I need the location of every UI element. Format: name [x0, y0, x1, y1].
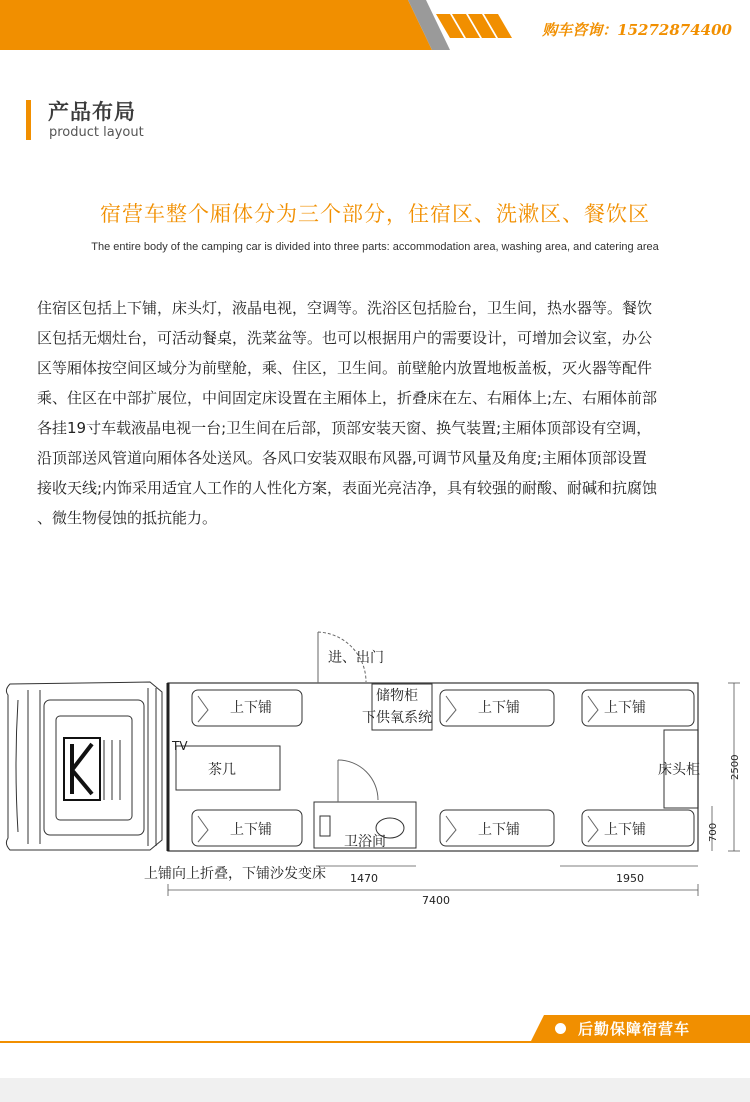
dimension-height: 2500 — [730, 754, 741, 780]
bullet-icon — [555, 1023, 566, 1034]
footer-label: 后勤保障宿营车 — [578, 1020, 691, 1038]
dimension-total: 7400 — [422, 894, 450, 907]
paragraph-line: 乘、住区在中部扩展位，中间固定床设置在主厢体上，折叠床在左、右厢体上;左、右厢体前部 — [37, 389, 658, 407]
paragraph-line: 住宿区包括上下铺，床头灯，液晶电视，空调等。洗浴区包括脸台，卫生间，热水器等。餐饮 — [37, 299, 653, 317]
paragraph-line: 区等厢体按空间区域分为前壁舱，乘、住区，卫生间。前壁舱内放置地板盖板，灭火器等配件 — [37, 359, 653, 377]
hotline-text: 购车咨询：15272874400 — [542, 21, 732, 39]
tea-table-label: 茶几 — [208, 762, 236, 778]
bunk-label: 上下铺 — [478, 700, 520, 716]
dimension-a: 1470 — [350, 872, 378, 885]
bunk-label: 上下铺 — [604, 700, 646, 716]
headline-english: The entire body of the camping car is divided into three parts: accommodation area, washing area, and catering area — [91, 241, 659, 253]
paragraph-line: 、微生物侵蚀的抵抗能力。 — [37, 509, 218, 527]
paragraph-line: 各挂19寸车载液晶电视一台;卫生间在后部，顶部安装天窗、换气装置;主厢体顶部设有空调， — [37, 419, 652, 437]
entrance-label: 进、出门 — [328, 650, 384, 666]
oxygen-label: 下供氧系统 — [362, 710, 432, 726]
floor-plan — [0, 620, 750, 920]
bunk-label: 上下铺 — [230, 700, 272, 716]
paragraph-line: 沿顶部送风管道向厢体各处送风。各风口安装双眼布风器,可调节风量及角度;主厢体顶部设置 — [37, 449, 647, 467]
bunk-label: 上下铺 — [604, 822, 646, 838]
dimension-b: 1950 — [616, 872, 644, 885]
storage-label: 储物柜 — [376, 688, 418, 704]
paragraph-line: 接收天线;内饰采用适宜人工作的人性化方案，表面光亮洁净，具有较强的耐酸、耐碱和抗腐蚀 — [37, 479, 658, 497]
description-paragraph — [37, 293, 717, 533]
banner-stripe — [0, 0, 432, 50]
section-subtitle: product layout — [49, 125, 144, 140]
headboard-label: 床头柜 — [658, 762, 700, 778]
bunk-label: 上下铺 — [230, 822, 272, 838]
tv-label: TV — [172, 739, 188, 753]
section-marker — [26, 100, 31, 140]
bunk-label: 上下铺 — [478, 822, 520, 838]
section-title: 产品布局 — [48, 100, 136, 124]
headline: 宿营车整个厢体分为三个部分，住宿区、洗漱区、餐饮区 — [100, 202, 650, 226]
dimension-bunk: 700 — [708, 822, 719, 842]
floorplan-note: 上铺向上折叠，下铺沙发变床 — [144, 866, 326, 882]
paragraph-line: 区包括无烟灶台，可活动餐桌，洗菜盆等。也可以根据用户的需要设计，可增加会议室，办公 — [37, 329, 653, 347]
bathroom-label: 卫浴间 — [344, 834, 386, 850]
truck-cab-drawing — [6, 682, 162, 850]
bottom-strip — [0, 1078, 750, 1102]
